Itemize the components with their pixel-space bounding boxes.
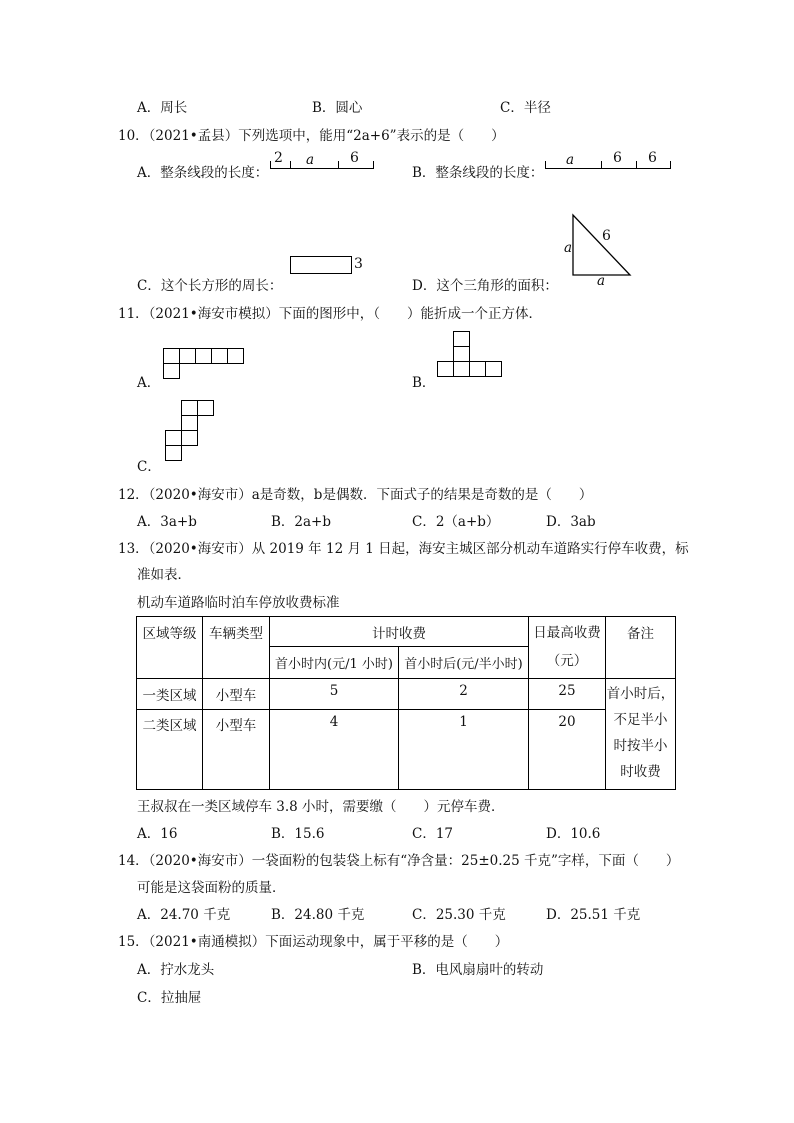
q14-option-b: B．24.80 千克 bbox=[271, 907, 365, 923]
q13-table-title: 机动车道路临时泊车停放收费标准 bbox=[137, 595, 340, 611]
fee-table bbox=[136, 616, 676, 790]
q12-option-a: A．3a+b bbox=[137, 514, 197, 530]
q11-a-net bbox=[163, 348, 244, 379]
header-first-hour: 首小时内(元/1 小时) bbox=[270, 647, 399, 679]
q14-option-a: A．24.70 千克 bbox=[137, 907, 231, 923]
q11-option-c: C． bbox=[137, 459, 161, 475]
cell-remark: 首小时后， 不足半小 时按半小 时收费 bbox=[606, 679, 676, 790]
q11-b-net bbox=[437, 331, 502, 377]
q10-option-b: B．整条线段的长度： bbox=[412, 165, 544, 181]
q14-option-c: C．25.30 千克 bbox=[412, 907, 506, 923]
q12-option-c: C．2（a+b） bbox=[412, 514, 500, 530]
header-timed: 计时收费 bbox=[270, 617, 529, 647]
q13-question: 王叔叔在一类区域停车 3.8 小时，需要缴（ ）元停车费． bbox=[137, 799, 505, 815]
header-daily-max: 日最高收费 （元） bbox=[529, 617, 606, 679]
q11-option-b: B． bbox=[412, 375, 436, 391]
q10-d-hyp-label: 6 bbox=[602, 228, 611, 244]
q14-option-d: D．25.51 千克 bbox=[546, 907, 641, 923]
q10-stem: 10．（2021•孟县）下列选项中，能用“2a+6”表示的是（ ） bbox=[118, 128, 505, 144]
q15-option-b: B．电风扇扇叶的转动 bbox=[412, 962, 544, 978]
header-vehicle: 车辆类型 bbox=[203, 617, 270, 679]
q13-option-c: C．17 bbox=[412, 826, 454, 842]
q13-option-b: B．15.6 bbox=[271, 826, 325, 842]
q10-option-c: C．这个长方形的周长： bbox=[137, 278, 283, 294]
q10-a-label-3: 6 bbox=[350, 150, 359, 166]
q14-stem-line2: 可能是这袋面粉的质量． bbox=[137, 880, 286, 896]
cell-first: 4 bbox=[270, 710, 399, 790]
header-after-first: 首小时后(元/半小时) bbox=[399, 647, 529, 679]
cell-area: 二类区域 bbox=[137, 710, 203, 790]
header-area: 区域等级 bbox=[137, 617, 203, 679]
q15-stem: 15．（2021•南通模拟）下面运动现象中，属于平移的是（ ） bbox=[118, 934, 509, 950]
table-row bbox=[137, 679, 676, 710]
q13-option-d: D．10.6 bbox=[546, 826, 601, 842]
q11-stem: 11．（2021•海安市模拟）下面的图形中，（ ）能折成一个正方体． bbox=[118, 306, 542, 322]
q10-d-side-label: a bbox=[564, 240, 573, 256]
q10-c-rectangle bbox=[290, 256, 352, 274]
cell-max: 20 bbox=[529, 710, 606, 790]
header-remark: 备注 bbox=[606, 617, 676, 679]
q10-b-label-1: a bbox=[566, 152, 575, 168]
cell-first: 5 bbox=[270, 679, 399, 710]
q13-stem-line1: 13．（2020•海安市）从 2019 年 12 月 1 日起，海安主城区部分机动车道路实行停车收费，标 bbox=[118, 541, 689, 557]
cell-after: 2 bbox=[399, 679, 529, 710]
q14-stem-line1: 14．（2020•海安市）一袋面粉的包装袋上标有“净含量：25±0.25 千克”字样，下面（ ） bbox=[118, 853, 680, 869]
cell-vehicle: 小型车 bbox=[203, 679, 270, 710]
q13-option-a: A．16 bbox=[137, 826, 178, 842]
q11-c-net bbox=[165, 400, 214, 461]
q10-option-d: D．这个三角形的面积： bbox=[412, 278, 558, 294]
q13-stem-line2: 准如表． bbox=[137, 567, 191, 583]
q15-option-a: A．拧水龙头 bbox=[137, 962, 215, 978]
q10-a-label-2: a bbox=[306, 152, 315, 168]
q9-option-b: B．圆心 bbox=[312, 100, 363, 116]
q9-option-c: C．半径 bbox=[500, 100, 551, 116]
q10-b-label-3: 6 bbox=[648, 150, 657, 166]
q10-c-label: 3 bbox=[354, 256, 363, 272]
cell-area: 一类区域 bbox=[137, 679, 203, 710]
q10-a-label-1: 2 bbox=[274, 150, 283, 166]
q12-option-d: D．3ab bbox=[546, 514, 596, 530]
cell-max: 25 bbox=[529, 679, 606, 710]
q12-stem: 12．（2020•海安市）a是奇数，b是偶数．下面式子的结果是奇数的是（ ） bbox=[118, 487, 593, 503]
table-row bbox=[137, 710, 676, 790]
q10-d-base-label: a bbox=[597, 273, 606, 289]
q12-option-b: B．2a+b bbox=[271, 514, 332, 530]
q15-option-c: C．拉抽屉 bbox=[137, 990, 202, 1006]
cell-vehicle: 小型车 bbox=[203, 710, 270, 790]
q11-option-a: A． bbox=[137, 375, 161, 391]
q10-b-label-2: 6 bbox=[613, 150, 622, 166]
cell-after: 1 bbox=[399, 710, 529, 790]
q10-option-a: A．整条线段的长度： bbox=[137, 165, 269, 181]
q9-option-a: A．周长 bbox=[137, 100, 188, 116]
